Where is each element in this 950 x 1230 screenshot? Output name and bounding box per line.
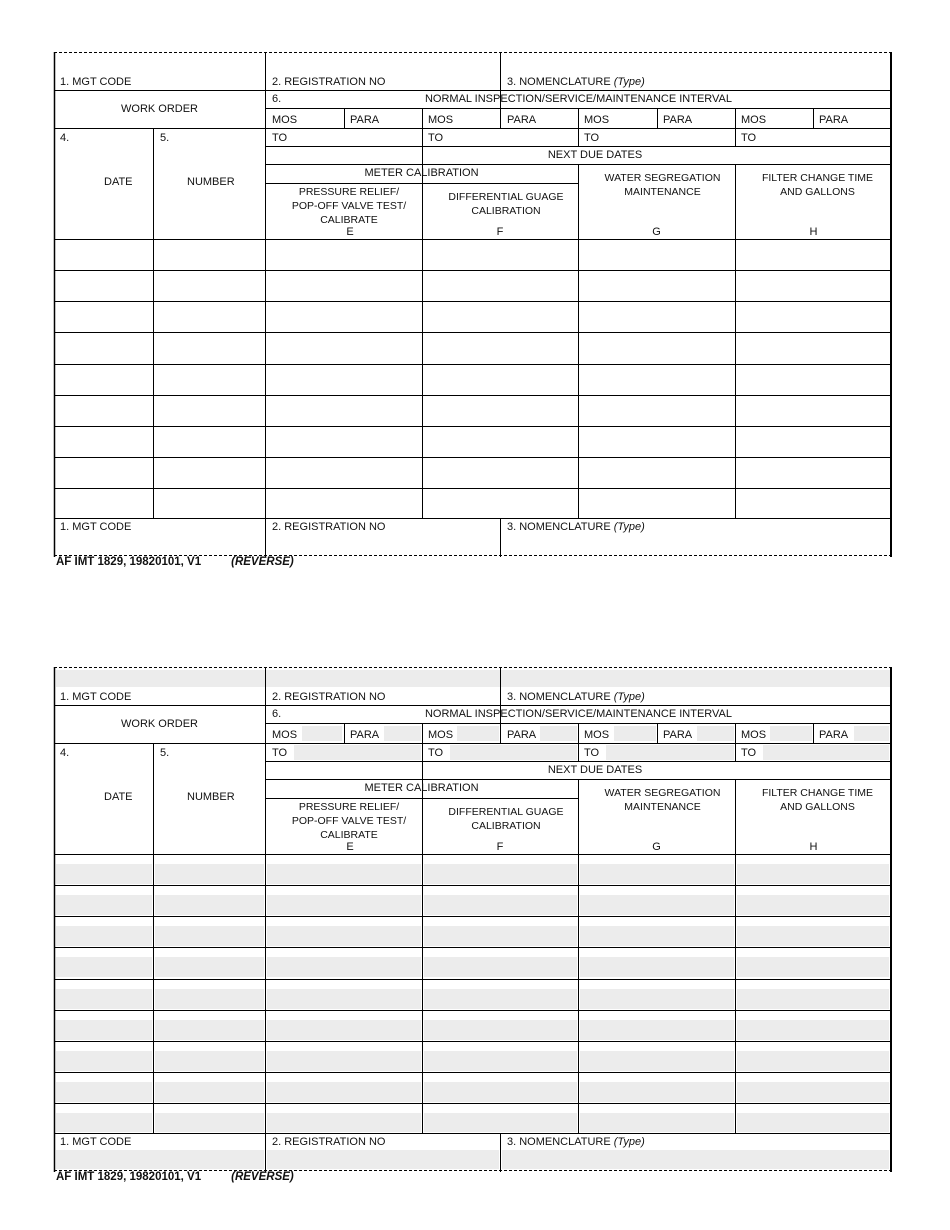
col-f-letter: F — [496, 841, 504, 853]
item5-number: 5. — [160, 132, 170, 144]
form-footer-bottom — [56, 1171, 294, 1183]
nomenclature-label — [507, 76, 645, 89]
nomenclature-text: 3. NOMENCLATURE — [507, 76, 611, 88]
to-label-h: TO — [741, 747, 757, 759]
col-e-letter: E — [346, 841, 354, 853]
to-label-e: TO — [272, 747, 288, 759]
col-e-letter: E — [346, 226, 354, 238]
bottom-nomenclature-type: (Type) — [613, 1136, 645, 1148]
bottom-mgt-code-label: 1. MGT CODE — [60, 1136, 132, 1148]
work-order-label: WORK ORDER — [121, 718, 198, 730]
para-label-g: PARA — [663, 729, 693, 741]
nomenclature-type: (Type) — [613, 691, 645, 703]
to-label-f: TO — [428, 747, 444, 759]
item5-number: 5. — [160, 747, 170, 759]
next-due-dates-label: NEXT DUE DATES — [547, 764, 643, 776]
next-due-dates-label: NEXT DUE DATES — [547, 149, 643, 161]
bottom-nomenclature-label — [507, 1136, 645, 1149]
mgt-code-label: 1. MGT CODE — [60, 691, 132, 703]
col-g-heading: WATER SEGREGATION MAINTENANCE — [604, 787, 721, 813]
registration-no-label: 2. REGISTRATION NO — [272, 691, 386, 703]
bottom-registration-no-label: 2. REGISTRATION NO — [272, 521, 386, 533]
form-footer-top — [56, 556, 294, 568]
to-label-e: TO — [272, 132, 288, 144]
col-e-heading: PRESSURE RELIEF/ POP-OFF VALVE TEST/ CALIBRATE — [291, 801, 407, 841]
para-label-e: PARA — [350, 114, 380, 126]
mos-label-e: MOS — [272, 729, 298, 741]
item6-number: 6. — [272, 93, 282, 105]
col-e-heading: PRESSURE RELIEF/ POP-OFF VALVE TEST/ CALIBRATE — [291, 186, 407, 226]
interval-title: NORMAL INSPECTION/SERVICE/MAINTENANCE INTERVAL — [424, 93, 733, 105]
interval-title: NORMAL INSPECTION/SERVICE/MAINTENANCE INTERVAL — [424, 708, 733, 720]
para-label-g: PARA — [663, 114, 693, 126]
nomenclature-type: (Type) — [613, 76, 645, 88]
nomenclature-text: 3. NOMENCLATURE — [507, 691, 611, 703]
col-g-letter: G — [652, 841, 661, 853]
mos-label-f: MOS — [428, 729, 454, 741]
bottom-mgt-code-label: 1. MGT CODE — [60, 521, 132, 533]
bottom-nomenclature-label — [507, 521, 645, 534]
nomenclature-label — [507, 691, 645, 704]
to-label-f: TO — [428, 132, 444, 144]
work-order-label: WORK ORDER — [121, 103, 198, 115]
mos-label-g: MOS — [584, 729, 610, 741]
date-label: DATE — [104, 176, 133, 188]
bottom-nomenclature-type: (Type) — [613, 521, 645, 533]
col-h-heading: FILTER CHANGE TIME AND GALLONS — [761, 787, 874, 813]
number-label: NUMBER — [187, 176, 235, 188]
col-g-heading: WATER SEGREGATION MAINTENANCE — [604, 172, 721, 198]
col-h-heading: FILTER CHANGE TIME AND GALLONS — [761, 172, 874, 198]
form-id: AF IMT 1829, 19820101, V1 — [56, 556, 202, 568]
item4-number: 4. — [60, 132, 70, 144]
form-top — [54, 52, 892, 557]
to-label-h: TO — [741, 132, 757, 144]
meter-calibration-label: METER CALIBRATION — [364, 167, 479, 179]
form-bottom — [54, 667, 892, 1172]
col-h-letter: H — [809, 841, 818, 853]
col-f-letter: F — [496, 226, 504, 238]
para-label-e: PARA — [350, 729, 380, 741]
mos-label-h: MOS — [741, 114, 767, 126]
to-label-g: TO — [584, 747, 600, 759]
form-grid — [54, 52, 892, 557]
to-label-g: TO — [584, 132, 600, 144]
mos-label-g: MOS — [584, 114, 610, 126]
meter-calibration-label: METER CALIBRATION — [364, 782, 479, 794]
col-h-letter: H — [809, 226, 818, 238]
bottom-nomenclature-text: 3. NOMENCLATURE — [507, 1136, 611, 1148]
registration-no-label: 2. REGISTRATION NO — [272, 76, 386, 88]
para-label-f: PARA — [507, 729, 537, 741]
mos-label-e: MOS — [272, 114, 298, 126]
col-g-letter: G — [652, 226, 661, 238]
para-label-f: PARA — [507, 114, 537, 126]
form-id: AF IMT 1829, 19820101, V1 — [56, 1171, 202, 1183]
item4-number: 4. — [60, 747, 70, 759]
form-side: (REVERSE) — [231, 556, 294, 568]
mos-label-h: MOS — [741, 729, 767, 741]
form-grid — [54, 667, 892, 1172]
form-side: (REVERSE) — [231, 1171, 294, 1183]
para-label-h: PARA — [819, 729, 849, 741]
bottom-nomenclature-text: 3. NOMENCLATURE — [507, 521, 611, 533]
item6-number: 6. — [272, 708, 282, 720]
col-f-heading: DIFFERENTIAL GUAGE CALIBRATION — [448, 806, 564, 832]
number-label: NUMBER — [187, 791, 235, 803]
date-label: DATE — [104, 791, 133, 803]
bottom-registration-no-label: 2. REGISTRATION NO — [272, 1136, 386, 1148]
mgt-code-label: 1. MGT CODE — [60, 76, 132, 88]
para-label-h: PARA — [819, 114, 849, 126]
col-f-heading: DIFFERENTIAL GUAGE CALIBRATION — [448, 191, 564, 217]
mos-label-f: MOS — [428, 114, 454, 126]
